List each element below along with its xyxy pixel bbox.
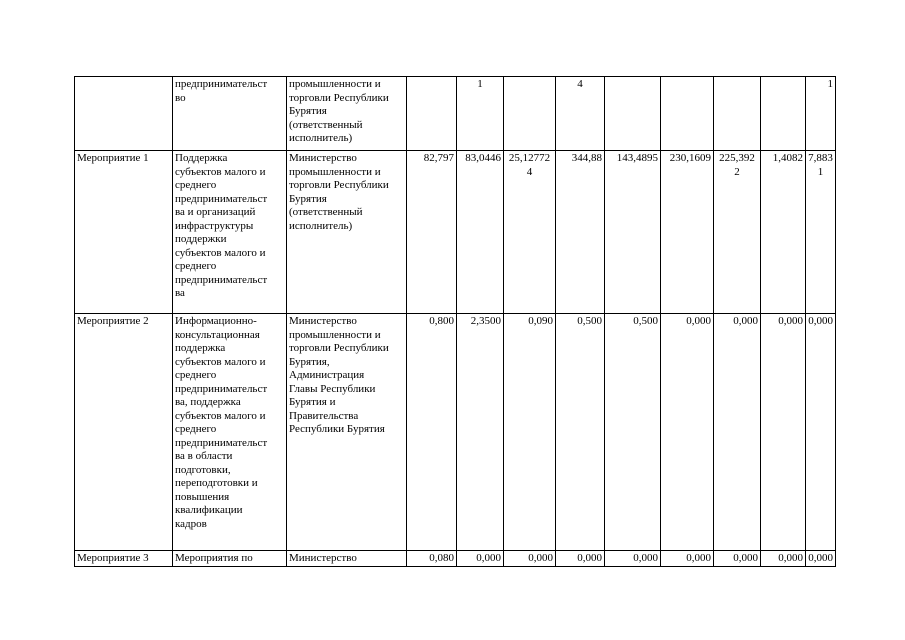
- value-cell: 83,0446: [457, 151, 504, 314]
- value-cell: [761, 77, 806, 151]
- executor-cell: Министерство промышленности и торговли Республики Бурятия (ответственный исполнитель): [287, 151, 407, 314]
- value-cell: 0,000: [556, 551, 605, 567]
- value-cell: 2,3500: [457, 314, 504, 551]
- value-cell: 230,1609: [661, 151, 714, 314]
- measure-description-cell: Мероприятия по: [173, 551, 287, 567]
- measure-description-cell: Поддержка субъектов малого и среднего предпринимательст ва и организаций инфраструктуры поддержки субъектов малого и среднего предпринимательст ва: [173, 151, 287, 314]
- value-cell: 0,000: [761, 314, 806, 551]
- value-cell: 0,000: [806, 314, 836, 551]
- value-cell: 0,000: [661, 551, 714, 567]
- value-cell: 0,090: [504, 314, 556, 551]
- value-cell: [504, 77, 556, 151]
- budget-table: [74, 76, 836, 567]
- value-cell: 0,000: [806, 551, 836, 567]
- value-cell: 0,000: [714, 551, 761, 567]
- measure-name-cell: Мероприятие 1: [75, 151, 173, 314]
- executor-cell: промышленности и торговли Республики Бурятия (ответственный исполнитель): [287, 77, 407, 151]
- value-cell: 1: [806, 77, 836, 151]
- value-cell: 0,500: [605, 314, 661, 551]
- executor-cell: Министерство промышленности и торговли Республики Бурятия, Администрация Главы Республики Бурятия и Правительства Республики Бурятия: [287, 314, 407, 551]
- value-cell: 344,88: [556, 151, 605, 314]
- measure-name-cell: Мероприятие 3: [75, 551, 173, 567]
- value-cell: 82,797: [407, 151, 457, 314]
- value-cell: 1: [457, 77, 504, 151]
- executor-cell: Министерство: [287, 551, 407, 567]
- value-cell: 143,4895: [605, 151, 661, 314]
- value-cell: 0,000: [605, 551, 661, 567]
- table-row: [75, 314, 836, 551]
- value-cell: 0,500: [556, 314, 605, 551]
- value-cell: 0,800: [407, 314, 457, 551]
- measure-name-cell: Мероприятие 2: [75, 314, 173, 551]
- value-cell: 0,000: [761, 551, 806, 567]
- table-row: [75, 77, 836, 151]
- table-row: [75, 151, 836, 314]
- measure-description-cell: Информационно- консультационная поддержка субъектов малого и среднего предпринимательст ва, поддержка субъектов малого и среднего предпринимательст ва в области подготовки, переподготовки и повышения квалификации кадров: [173, 314, 287, 551]
- value-cell: 4: [556, 77, 605, 151]
- value-cell: [714, 77, 761, 151]
- value-cell: 0,080: [407, 551, 457, 567]
- value-cell: 25,12772 4: [504, 151, 556, 314]
- value-cell: [407, 77, 457, 151]
- value-cell: 7,883 1: [806, 151, 836, 314]
- value-cell: 0,000: [457, 551, 504, 567]
- measure-description-cell: предпринимательст во: [173, 77, 287, 151]
- value-cell: 0,000: [661, 314, 714, 551]
- value-cell: 0,000: [504, 551, 556, 567]
- value-cell: [661, 77, 714, 151]
- value-cell: 225,392 2: [714, 151, 761, 314]
- value-cell: [605, 77, 661, 151]
- value-cell: 0,000: [714, 314, 761, 551]
- value-cell: 1,4082: [761, 151, 806, 314]
- measure-name-cell: [75, 77, 173, 151]
- table-row: [75, 551, 836, 567]
